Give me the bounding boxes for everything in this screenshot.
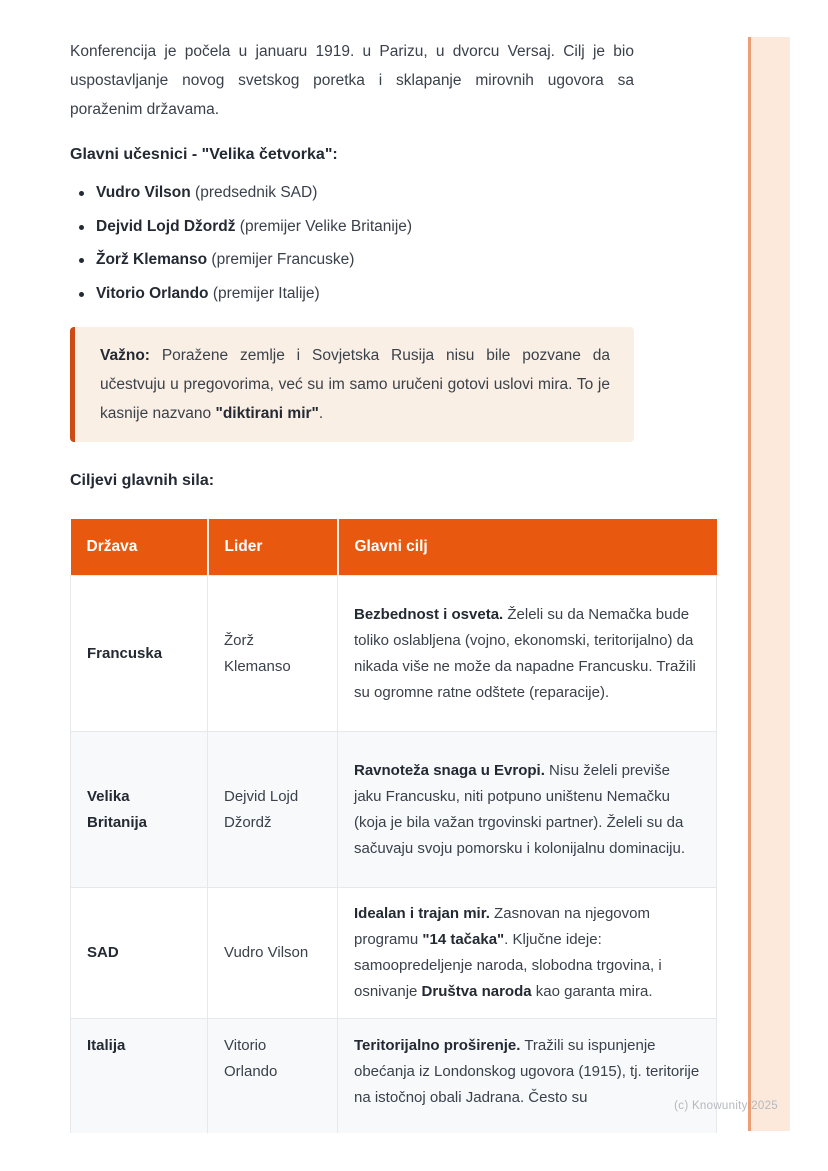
text-segment: Poražene zemlje i Sovjetska Rusija nisu bile pozvane da učestvuju u pregovorima, već su im samo uručeni gotovi uslovi mira. To je kasnije nazvano	[100, 347, 610, 422]
cell-country: Italija	[71, 1019, 208, 1134]
goals-table	[70, 519, 717, 1133]
bold-text-segment: Teritorijalno proširenje.	[354, 1037, 521, 1054]
cell-country: Francuska	[71, 576, 208, 732]
cell-leader: Dejvid Lojd Džordž	[208, 732, 338, 888]
participant-name: Žorž Klemanso	[96, 251, 208, 268]
participant-item	[70, 284, 634, 305]
cell-goal	[338, 732, 717, 888]
content-column	[70, 0, 700, 1133]
bold-text-segment: "14 tačaka"	[422, 931, 505, 948]
table-header-row	[71, 519, 717, 576]
cell-goal	[338, 576, 717, 732]
text-segment: .	[318, 405, 324, 422]
participant-name: Dejvid Lojd Džordž	[96, 217, 236, 235]
goals-heading: Ciljevi glavnih sila:	[70, 472, 215, 489]
text-segment: . Ključne ideje: samoopredeljenje naroda, slobodna trgovina, i osnivanje	[354, 931, 662, 1000]
bold-text-segment: Idealan i trajan mir.	[354, 905, 490, 922]
cell-country: Velika Britanija	[71, 732, 208, 888]
table-row	[71, 576, 717, 732]
bold-text-segment: Ravnoteža snaga u Evropi.	[354, 761, 545, 779]
cell-goal	[338, 888, 717, 1019]
text-segment: Zasnovan na njegovom programu	[354, 905, 650, 948]
bold-text-segment: Bezbednost i osveta.	[354, 605, 504, 623]
participant-name: Vitorio Orlando	[96, 284, 209, 302]
header-cell-leader: Lider	[208, 519, 338, 576]
goals-table-head	[71, 519, 717, 576]
cell-leader: Vitorio Orlando	[208, 1019, 338, 1134]
participant-item	[70, 183, 634, 204]
table-row	[71, 732, 717, 888]
bold-text-segment: Važno:	[100, 347, 150, 364]
cell-goal	[338, 1019, 717, 1134]
bold-text-segment: "diktirani mir"	[215, 405, 319, 422]
bullet-dot-icon	[79, 225, 84, 230]
table-row	[71, 1019, 717, 1134]
page-margin-bar	[748, 37, 790, 1131]
participants-list	[70, 183, 634, 304]
participants-heading: Glavni učesnici - "Velika četvorka":	[70, 146, 338, 163]
text-segment: Nisu želeli previše jaku Francusku, niti potpuno uništenu Nemačku (koja je bila važan trgovinski partner). Želeli su da sačuvaju svoju pomorsku i kolonijalnu dominaciju.	[354, 761, 686, 857]
copyright-notice: (c) Knowunity 2025	[674, 1100, 778, 1112]
cell-leader: Žorž Klemanso	[208, 576, 338, 732]
callout-text	[100, 341, 610, 428]
cell-country: SAD	[71, 888, 208, 1019]
goals-table-body	[71, 576, 717, 1134]
text-segment: kao garanta mira.	[531, 983, 653, 1000]
important-callout	[70, 327, 634, 442]
header-cell-country: Država	[71, 519, 208, 576]
bullet-dot-icon	[79, 292, 84, 297]
participant-role: (premijer Italije)	[208, 284, 320, 302]
bullet-dot-icon	[79, 258, 84, 263]
participant-item	[70, 250, 634, 271]
table-row	[71, 888, 717, 1019]
participant-item	[70, 217, 634, 238]
bold-text-segment: Društva naroda	[421, 983, 532, 1000]
intro-paragraph: Konferencija je počela u januaru 1919. u Parizu, u dvorcu Versaj. Cilj je bio uspostavljanje novog svetskog poretka i sklapanje mirovnih ugovora sa poraženim državama.	[70, 43, 634, 118]
text-segment: Želeli su da Nemačka bude toliko oslabljena (vojno, ekonomski, teritorijalno) da nikada više ne može da napadne Francusku. Tražili su ogromne ratne odštete (reparacije).	[354, 605, 696, 701]
bullet-dot-icon	[79, 191, 84, 196]
participant-name: Vudro Vilson	[96, 184, 191, 201]
participant-role: (premijer Velike Britanije)	[235, 217, 413, 235]
header-cell-goal: Glavni cilj	[338, 519, 717, 576]
participant-role: (predsednik SAD)	[190, 184, 318, 201]
participant-role: (premijer Francuske)	[207, 251, 355, 268]
cell-leader: Vudro Vilson	[208, 888, 338, 1019]
text-segment: Tražili su ispunjenje obećanja iz Londonskog ugovora (1915), tj. teritorije na istočnoj obali Jadrana. Često su	[354, 1037, 700, 1106]
